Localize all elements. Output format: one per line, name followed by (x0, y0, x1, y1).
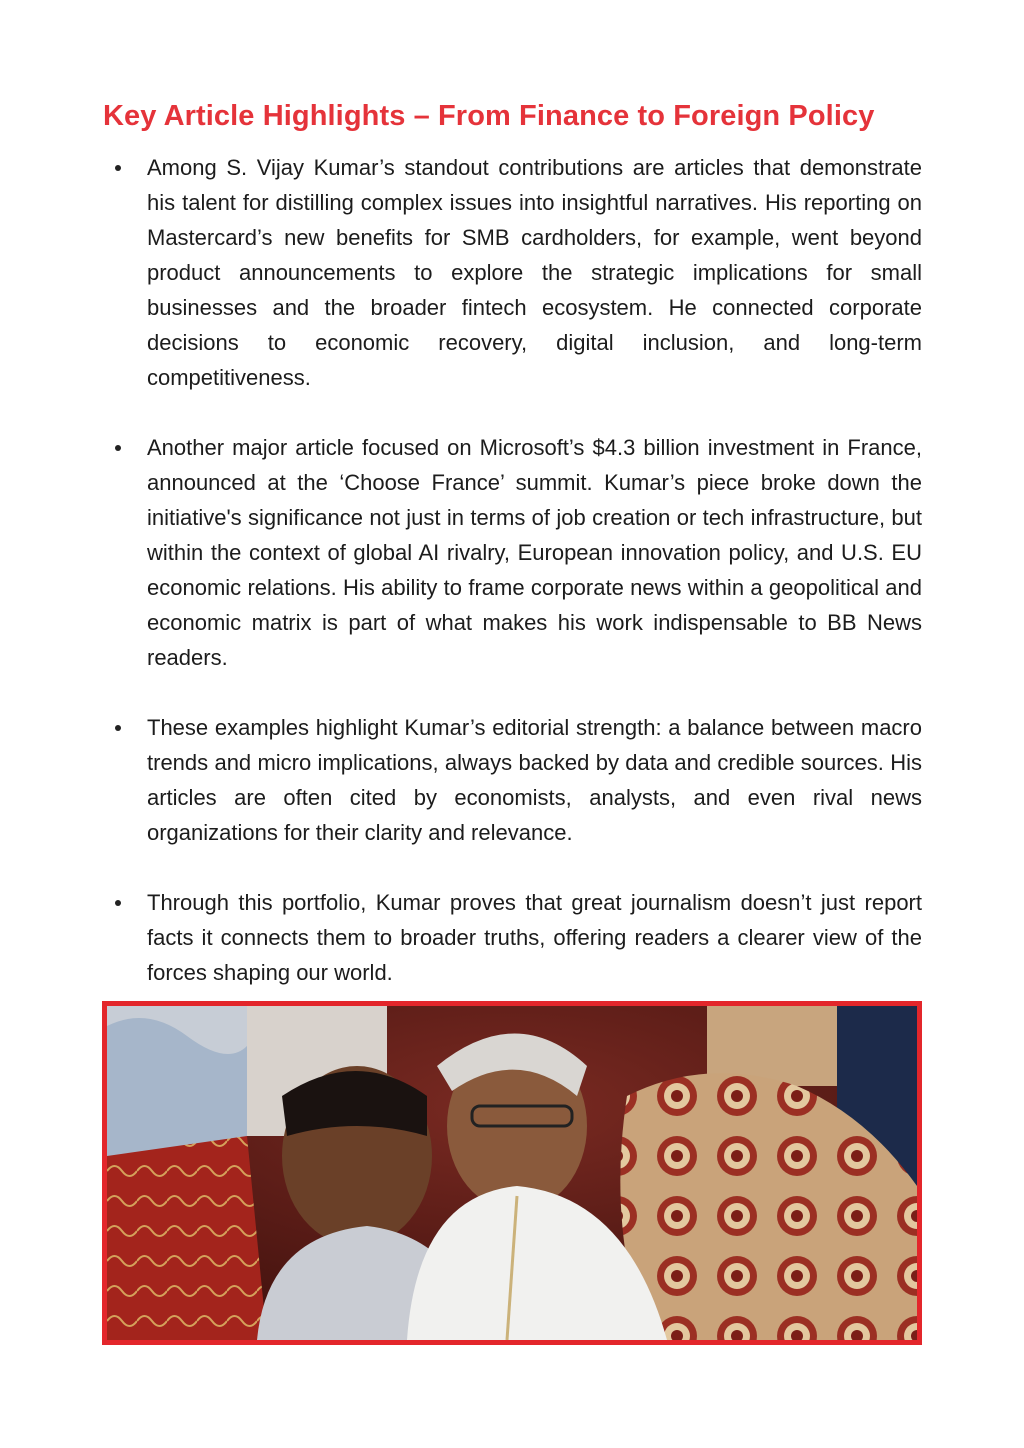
list-item (110, 885, 922, 990)
photo-illustration (107, 1006, 917, 1340)
list-item (110, 710, 922, 850)
bullet-icon (115, 725, 121, 731)
list-item-text: These examples highlight Kumar’s editorial strength: a balance between macro trends and micro implications, always backed by data and credible sources. His articles are often cited by economists, analysts, and even rival news organizations for their clarity and relevance. (147, 715, 922, 845)
bullet-icon (115, 165, 121, 171)
list-item-text: Among S. Vijay Kumar’s standout contributions are articles that demonstrate his talent for distilling complex issues into insightful narratives. His reporting on Mastercard’s new benefits for SMB cardholders, for example, went beyond product announcements to explore the strategic implications for small businesses and the broader fintech ecosystem. He connected corporate decisions to economic recovery, digital inclusion, and long-term competitiveness. (147, 155, 922, 390)
list-item-text: Another major article focused on Microsoft’s $4.3 billion investment in France, announced at the ‘Choose France’ summit. Kumar’s piece broke down the initiative's significance not just in terms of job creation or tech infrastructure, but within the context of global AI rivalry, European innovation policy, and U.S. EU economic relations. His ability to frame corporate news within a geopolitical and economic matrix is part of what makes his work indispensable to BB News readers. (147, 435, 922, 670)
list-item (110, 150, 922, 395)
list-item-text: Through this portfolio, Kumar proves that great journalism doesn’t just report facts it connects them to broader truths, offering readers a clearer view of the forces shaping our world. (147, 890, 922, 985)
list-item (110, 430, 922, 675)
bullet-icon (115, 900, 121, 906)
article-photo (102, 1001, 922, 1345)
highlights-list (110, 150, 922, 1025)
bullet-icon (115, 445, 121, 451)
page-title: Key Article Highlights – From Finance to Foreign Policy (103, 100, 875, 132)
